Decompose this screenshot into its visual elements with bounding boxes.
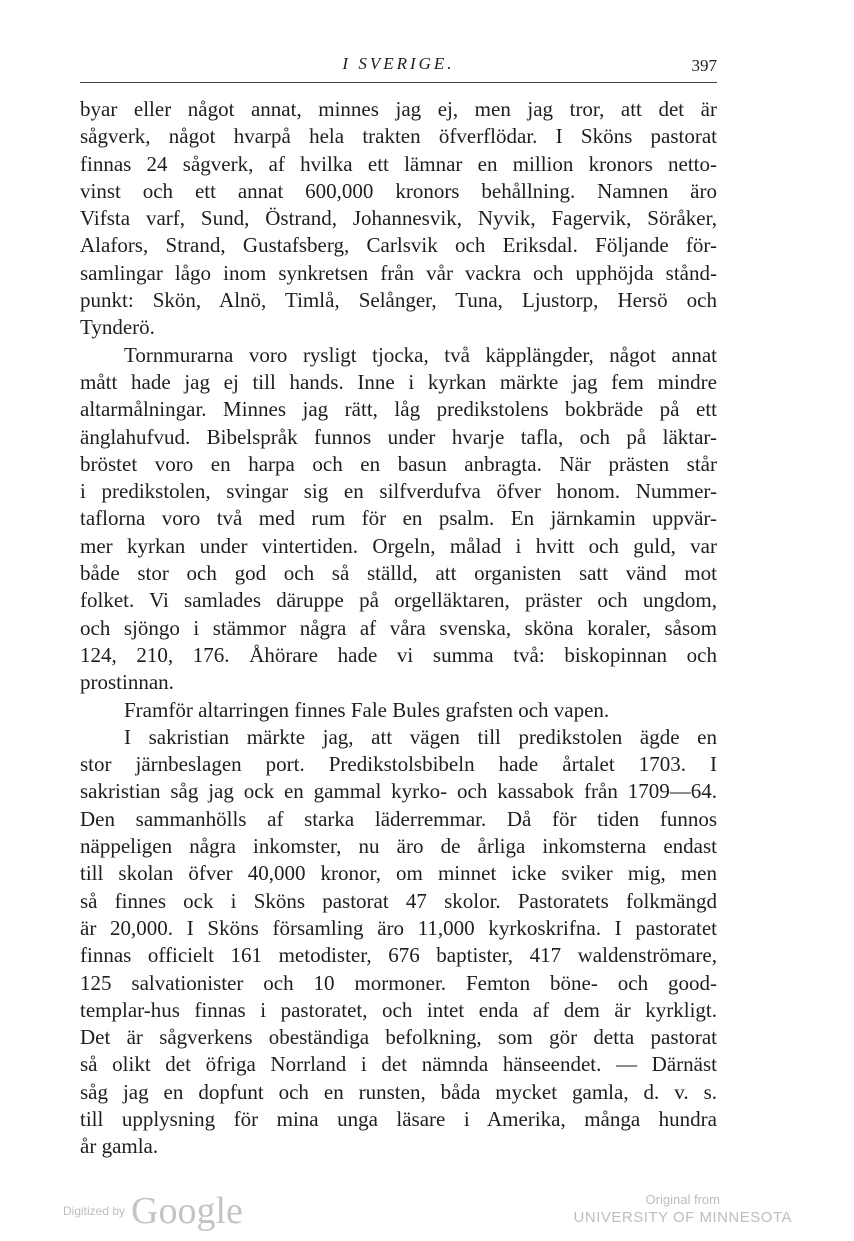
text-line: både stor och god och så ställd, att organisten satt vänd mot: [80, 561, 717, 586]
text-line: templar-hus finnas i pastoratet, och intet enda af dem är kyrkligt.: [80, 997, 717, 1022]
text-line: vinst och ett annat 600,000 kronors behållning. Namnen äro: [80, 178, 717, 203]
header-title: I SVERIGE.: [342, 54, 455, 73]
original-from-label: Original from: [645, 1192, 720, 1207]
text-line: Det är sågverkens obeständiga befolkning, som gör detta pastorat: [80, 1025, 717, 1050]
text-line: prostinnan.: [80, 670, 174, 695]
text-line: stor järnbeslagen port. Predikstolsbibeln hade årtalet 1703. I: [80, 752, 717, 777]
text-line: så olikt det öfriga Norrland i det nämnda hänseendet. — Därnäst: [80, 1052, 717, 1077]
text-line: finnas officielt 161 metodister, 676 baptister, 417 waldenströmare,: [80, 943, 717, 968]
text-line: såg jag en dopfunt och en runsten, båda mycket gamla, d. v. s.: [80, 1079, 717, 1104]
paragraph-start: I sakristian märkte jag, att vägen till predikstolen ägde en: [124, 724, 717, 749]
text-line: mer kyrkan under vintertiden. Orgeln, målad i hvitt och guld, var: [80, 533, 717, 558]
text-line: till skolan öfver 40,000 kronor, om minnet icke sviker mig, men: [80, 861, 717, 886]
text-line: altarmålningar. Minnes jag rätt, låg predikstolens bokbräde på ett: [80, 397, 717, 422]
digitized-by-google-watermark: [63, 1186, 243, 1236]
text-line: näppeligen några inkomster, nu äro de årliga inkomsterna endast: [80, 834, 717, 859]
text-line: 125 salvationister och 10 mormoner. Femton böne- och good-: [80, 970, 717, 995]
text-line: samlingar lågo inom synkretsen från vår vackra och upphöjda stånd-: [80, 260, 717, 285]
header-rule: [80, 82, 717, 83]
paragraph-start: Framför altarringen finnes Fale Bules grafsten och vapen.: [124, 697, 610, 722]
text-line: 124, 210, 176. Åhörare hade vi summa två: biskopinnan och: [80, 642, 717, 667]
text-line: år gamla.: [80, 1134, 159, 1159]
digitized-by-label: Digitized by: [63, 1204, 126, 1218]
page-number: 397: [691, 56, 717, 75]
text-line: änglahufvud. Bibelspråk funnos under hvarje tafla, och på läktar-: [80, 424, 717, 449]
text-line: i predikstolen, svingar sig en silfverdufva öfver honom. Nummer-: [80, 479, 717, 504]
text-line: taflorna voro två med rum för en psalm. En järnkamin uppvär-: [80, 506, 717, 531]
text-line: till upplysning för mina unga läsare i Amerika, många hundra: [80, 1106, 717, 1131]
text-line: folket. Vi samlades däruppe på orgelläktaren, präster och ungdom,: [80, 588, 717, 613]
text-line: så finnes ock i Sköns pastorat 47 skolor. Pastoratets folkmängd: [80, 888, 717, 913]
text-line: finnas 24 sågverk, af hvilka ett lämnar en million kronors netto-: [80, 151, 717, 176]
text-line: sågverk, något hvarpå hela trakten öfverflödar. I Sköns pastorat: [80, 124, 717, 149]
text-line: Tynderö.: [80, 315, 155, 340]
text-line: byar eller något annat, minnes jag ej, men jag tror, att det är: [80, 97, 717, 121]
text-line: är 20,000. I Sköns församling äro 11,000 kyrkoskrifna. I pastoratet: [80, 915, 717, 940]
text-line: punkt: Skön, Alnö, Timlå, Selånger, Tuna, Ljustorp, Hersö och: [80, 288, 717, 313]
text-line: bröstet voro en harpa och en basun anbragta. När prästen står: [80, 451, 717, 476]
paragraph-start: Tornmurarna voro rysligt tjocka, två käpplängder, något annat: [124, 342, 717, 367]
text-line: Alafors, Strand, Gustafsberg, Carlsvik och Eriksdal. Följande för-: [80, 233, 717, 258]
text-line: Den sammanhölls af starka läderremmar. Då för tiden funnos: [80, 806, 717, 831]
google-logo: Google: [131, 1190, 243, 1232]
source-attribution: [574, 1192, 792, 1228]
text-line: och sjöngo i stämmor några af våra svenska, sköna koraler, såsom: [80, 615, 717, 640]
text-line: mått hade jag ej till hands. Inne i kyrkan märkte jag fem mindre: [80, 369, 717, 394]
text-line: Vifsta varf, Sund, Östrand, Johannesvik, Nyvik, Fagervik, Söråker,: [80, 206, 717, 231]
university-label: UNIVERSITY OF MINNESOTA: [573, 1209, 792, 1226]
body-text: [80, 96, 717, 1161]
text-line: sakristian såg jag ock en gammal kyrko- och kassabok från 1709—64.: [80, 779, 717, 804]
running-header: [80, 50, 717, 76]
